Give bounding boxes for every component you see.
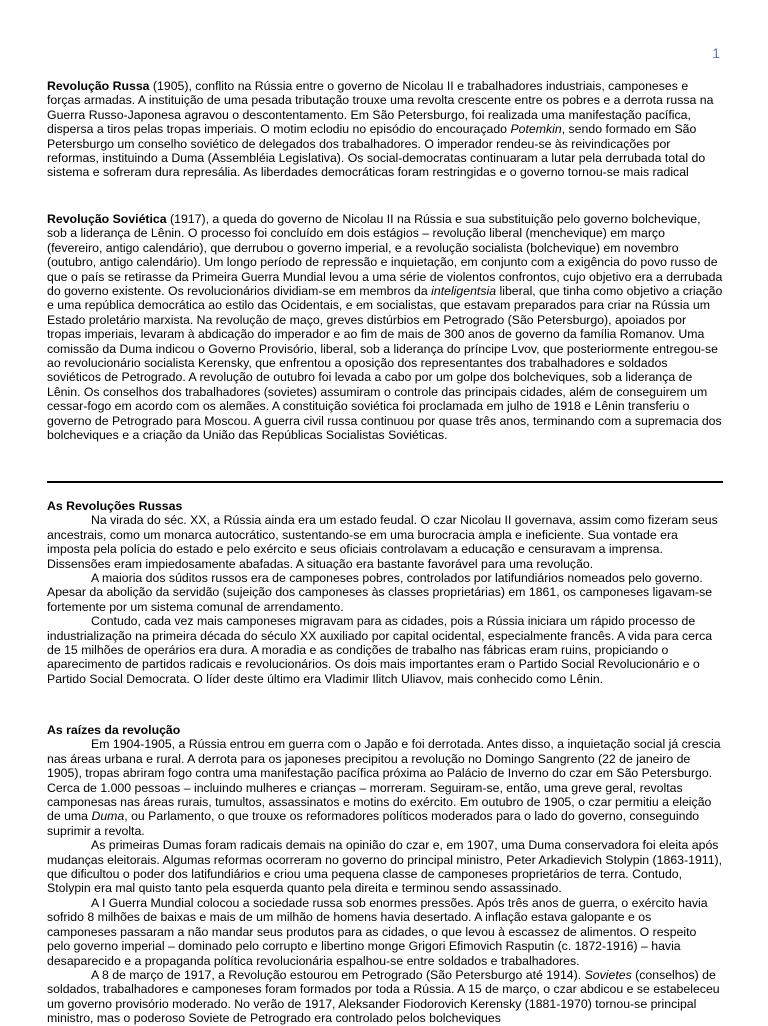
- paragraph: [47, 737, 723, 838]
- entry-italic: Potemkin: [510, 122, 562, 137]
- entry-italic: inteligentsia: [431, 284, 497, 299]
- page-number: 1: [712, 45, 720, 61]
- paragraph: Na virada do séc. XX, a Rússia ainda era um estado feudal. O czar Nicolau II governava, assim como fizeram seus ancestrais, como um monarca autocrático, sustentando-se em uma burocracia ampla e ineficiente. Sua vontade era imposta pela polícia do estado e pelo exército e seus oficiais controlavam a educação e censuravam a imprensa. Dissensões eram impiedosamente abafadas. A situação era bastante favorável para uma revolução.: [47, 513, 718, 571]
- paragraph-text-continued: (conselhos) de soldados, trabalhadores e camponeses foram formados por toda a Rússia. A 15 de março, o czar abdicou e se estabeleceu um governo provisório moderado. No verão de 1917, Aleksander Fiodorovich Kerensky (1881-1970) tornou-se principal ministro, mas o poderoso Soviete de Petrogrado era controlado pelos bolcheviques: [47, 967, 720, 1026]
- paragraph: A maioria dos súditos russos era de camponeses pobres, controlados por latifundiários nomeados pelo governo. Apesar da abolição da servidão (sujeição dos camponeses às classes proprietárias) em 1861, os camponeses ligavam-se fortemente por um sistema comunal de arrendamento.: [47, 571, 713, 614]
- paragraph-text: Em 1904-1905, a Rússia entrou em guerra com o Japão e foi derrotada. Antes disso, a inquietação social já crescia nas áreas urbana e rural. A derrota para os japoneses precipitou a revolução no Domingo Sangrento (22 de janeiro de 1905), tropas abriram fogo contra uma manifestação pacífica próxima ao Palácio de Inverno do czar em São Petersburgo. Cerca de 1.000 pessoas – incluindo mulheres e crianças – morreram. Seguiram-se, então, uma greve geral, revoltas camponesas nas áreas rurais, tumultos, assassinatos e motins do exército. Em outubro de 1905, o czar permitiu a eleição de uma: [47, 737, 721, 824]
- entry-text-continued: liberal, que tinha como objetivo a criação e uma república democrática ao estilo das Ocidentais, e em socialistas, que estavam preparados para criar na Rússia um Estado proletário marxista. Na revolução de maço, greves distúrbios em Petrogrado (São Petersburgo), apoiados por tropas imperiais, levaram à abdicação do imperador e ao fim de mais de 300 anos de governo da família Romanov. Uma comissão da Duma indicou o Governo Provisório, liberal, sob a liderança do príncipe Lvov, que posteriormente entregou-se ao revolucionário socialista Kerensky, que enfrentou a oposição dos representantes dos trabalhadores e soldados soviéticos de Petrogrado. A revolução de outubro foi levada a cabo por um golpe dos bolcheviques, sob a liderança de Lênin. Os conselhos dos trabalhadores (sovietes) assumiram o controle das principais cidades, além de conseguirem um cessar-fogo em acordo com os alemães. A constituição soviética foi proclamada em julho de 1918 e Lênin transferiu o governo de Petrogrado para Moscou. A guerra civil russa continuou por quase três anos, terminando com a supremacia dos bolcheviques e a criação da União das Repúblicas Socialistas Soviéticas.: [47, 284, 723, 443]
- horizontal-divider: [47, 481, 723, 483]
- entry-text-continued: , sendo formado em São Petersburgo um conselho soviético de delegados dos trabalhadores. O imperador rendeu-se às reivindicações por reformas, instituindo a Duma (Assembléia Legislativa). Os social-democratas continuaram a lutar pela derrubada total do sistema e sofreram dura represália. As liberdades democráticas foram restringidas e o governo tornou-se mais radical: [47, 122, 706, 180]
- entry-revolucao-russa: [47, 79, 723, 180]
- entry-term: Revolução Russa: [47, 79, 150, 93]
- entry-text: (1917), a queda do governo de Nicolau II na Rússia e sua substituição pelo governo bolchevique, sob a liderança de Lênin. O processo foi concluído em dois estágios – revolução liberal (menchevique) em março (fevereiro, antigo calendário), que derrubou o governo imperial, e a revolução socialista (bolchevique) em novembro (outubro, antigo calendário). Um longo período de repressão e inquietação, em conjunto com a exigência do povo russo de que o país se retirasse da Primeira Guerra Mundial levou a uma série de violentos confrontos, cujo objetivo era a derrubada do governo existente. Os revolucionários dividiam-se em membros da: [47, 212, 723, 299]
- paragraph-text: A 8 de março de 1917, a Revolução estourou em Petrogrado (São Petersburgo até 1914).: [91, 967, 585, 982]
- paragraph-text-continued: , ou Parlamento, o que trouxe os reformadores políticos moderados para o lado do governo, conseguindo suprimir a revolta.: [47, 809, 700, 838]
- entry-revolucao-sovietica: [47, 212, 723, 443]
- paragraph: A I Guerra Mundial colocou a sociedade russa sob enormes pressões. Após três anos de guerra, o exército havia sofrido 8 milhões de baixas e mais de um milhão de homens havia desertado. A inflação estava galopante e os camponeses passaram a não mandar seus produtos para as cidades, o que levou à escassez de alimentos. O respeito pelo governo imperial – dominado pelo corrupto e libertino monge Grigori Efimovich Rasputin (c. 1872-1916) – havia desaparecido e a propaganda política revolucionária espalhou-se entre soldados e trabalhadores.: [47, 895, 708, 968]
- paragraph: [47, 968, 723, 1026]
- paragraph-italic: Sovietes: [584, 967, 632, 982]
- paragraph: As primeiras Dumas foram radicais demais na opinião do czar e, em 1907, uma Duma conservadora foi eleita após mudanças eleitorais. Algumas reformas ocorreram no governo do principal ministro, Peter Arkadievich Stolypin (1863-1911), que dificultou o poder dos latifundiários e criou uma pequena classe de camponeses proprietários de terra. Contudo, Stolypin era mal quisto tanto pela esquerda quanto pela direita e terminou sendo assassinado.: [47, 838, 723, 896]
- section-heading: As Revoluções Russas: [47, 499, 183, 513]
- section-heading: As raízes da revolução: [47, 723, 181, 737]
- entry-term: Revolução Soviética: [47, 212, 167, 226]
- paragraph: Contudo, cada vez mais camponeses migravam para as cidades, pois a Rússia iniciara um rápido processo de industrialização na primeira década do século XX auxiliado por capital ocidental, especialmente francês. A vida para cerca de 15 milhões de operários era dura. A moradia e as condições de trabalho nas fábricas eram ruins, propiciando o aparecimento de partidos radicais e revolucionários. Os dois mais importantes eram o Partido Social Revolucionário e o Partido Social Democrata. O líder deste último era Vladimir Ilitch Uliavov, mais conhecido como Lênin.: [47, 614, 713, 686]
- section-raizes-revolucao: [47, 723, 723, 1026]
- paragraph-italic: Duma: [91, 809, 125, 824]
- section-revolucoes-russas: [47, 499, 723, 686]
- entry-text: (1905), conflito na Rússia entre o governo de Nicolau II e trabalhadores industriais, camponeses e forças armadas. A instituição de uma pesada tributação trouxe uma revolta crescente entre os pobres e a derrota russa na Guerra Russo-Japonesa agravou o descontentamento. Em São Petersburgo, foi realizada uma manifestação pacífica, dispersa a tiros pelas tropas imperiais. O motim eclodiu no episódio do encouraçado: [47, 79, 714, 137]
